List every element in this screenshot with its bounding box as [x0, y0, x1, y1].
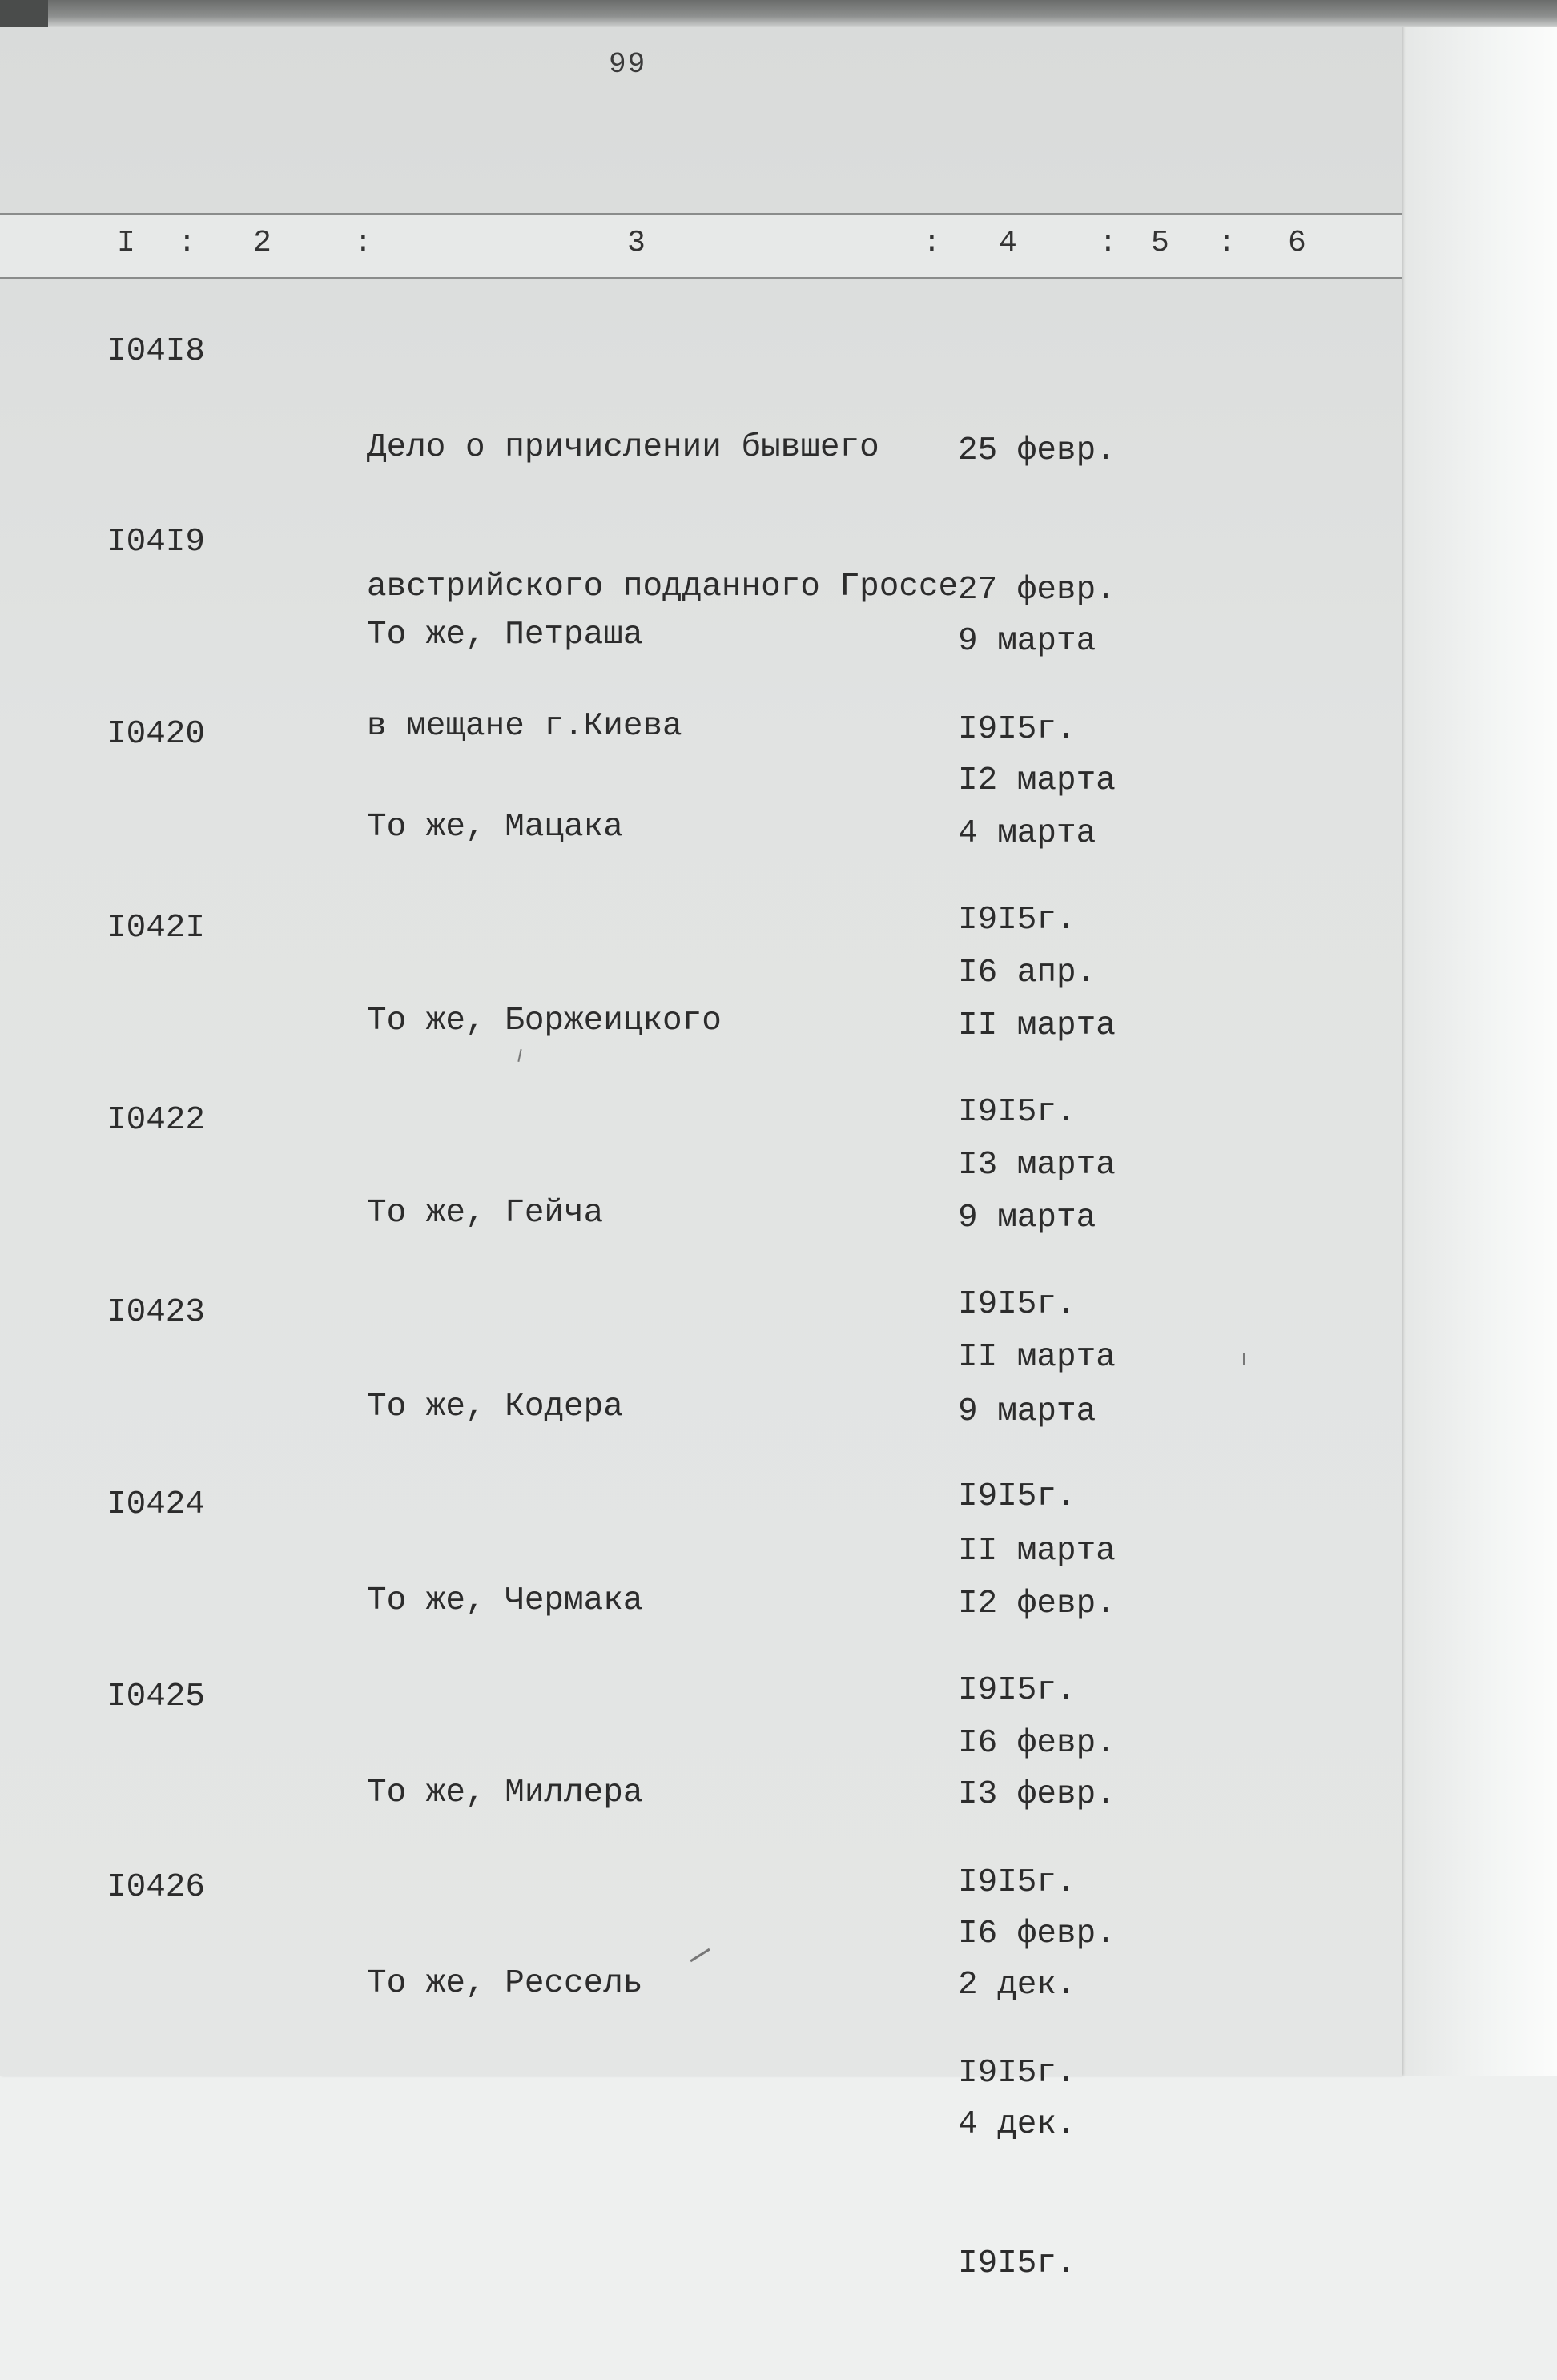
date-end: I6 апр. — [958, 955, 1096, 991]
header-sep-3: : — [923, 226, 941, 260]
description-line: То же, Чермака — [367, 1582, 643, 1619]
description-line: в мещане г.Киева — [367, 708, 682, 745]
header-sep-4: : — [1099, 226, 1117, 260]
date-end: 27 февр. — [958, 572, 1116, 609]
description-line: австрийского подданного Гроссе — [367, 569, 959, 605]
date-year: I9I5г. — [958, 2245, 1076, 2282]
previous-page-edge — [0, 0, 1557, 27]
pen-mark — [1243, 1353, 1245, 1365]
entry-number: I0426 — [107, 1869, 206, 1906]
date-year: I9I5г. — [958, 711, 1076, 748]
entry-number: I0425 — [107, 1678, 206, 1715]
table-header-band — [0, 215, 1402, 279]
date-end: I6 февр. — [958, 1725, 1116, 1762]
description-line: То же, Петраша — [367, 617, 643, 653]
header-sep-1: : — [178, 226, 196, 260]
description-line: Дело о причислении бывшего — [367, 429, 879, 466]
header-sep-2: : — [354, 226, 372, 260]
header-col-3: 3 — [627, 226, 646, 260]
entry-number: I04I8 — [107, 333, 206, 370]
date-year: I9I5г. — [958, 902, 1076, 939]
date-start: 9 марта — [958, 1200, 1096, 1236]
entry-number: I0422 — [107, 1102, 206, 1139]
entry-dates — [958, 1869, 1076, 2380]
description-line: То же, Гейча — [367, 1195, 604, 1232]
date-start: 25 февр. — [958, 432, 1116, 469]
date-year: I9I5г. — [958, 1286, 1076, 1323]
description-line: То же, Мацака — [367, 809, 623, 846]
header-col-5: 5 — [1151, 226, 1169, 260]
date-start: 4 марта — [958, 815, 1096, 852]
entry-number: I0424 — [107, 1486, 206, 1523]
date-end: I6 февр. — [958, 1916, 1116, 1952]
header-bottom-rule — [0, 277, 1402, 279]
entry-number: I0423 — [107, 1294, 206, 1331]
description-line: То же, Миллера — [367, 1775, 643, 1811]
header-col-4: 4 — [999, 226, 1017, 260]
date-start: I3 февр. — [958, 1776, 1116, 1813]
entry-description — [367, 1867, 642, 2100]
page-number: 99 — [609, 48, 647, 81]
entry-number: I0420 — [107, 716, 206, 753]
header-col-2: 2 — [253, 226, 272, 260]
date-year: I9I5г. — [958, 1864, 1076, 1901]
description-line: То же, Рессель — [367, 1965, 643, 2002]
date-end: II марта — [958, 1533, 1116, 1570]
date-start: 9 марта — [958, 623, 1096, 660]
page-fold-shadow — [0, 0, 48, 27]
description-line: То же, Боржеицкого — [367, 1003, 722, 1039]
date-start: 9 марта — [958, 1393, 1096, 1430]
page-backdrop — [1398, 0, 1557, 2076]
header-col-1: I — [117, 226, 135, 260]
date-end: II марта — [958, 1339, 1116, 1376]
date-end: I2 марта — [958, 762, 1116, 799]
date-year: I9I5г. — [958, 2055, 1076, 2092]
description-line: То же, Кодера — [367, 1389, 623, 1425]
date-year: I9I5г. — [958, 1478, 1076, 1515]
header-col-6: 6 — [1288, 226, 1306, 260]
date-start: 2 дек. — [958, 1967, 1076, 2004]
header-top-rule — [0, 213, 1402, 215]
entry-number: I04I9 — [107, 524, 206, 561]
date-start: II марта — [958, 1007, 1116, 1044]
date-end: I3 марта — [958, 1147, 1116, 1184]
date-end: 4 дек. — [958, 2106, 1076, 2143]
header-sep-5: : — [1217, 226, 1236, 260]
date-start: I2 февр. — [958, 1586, 1116, 1622]
date-year: I9I5г. — [958, 1672, 1076, 1709]
date-year: I9I5г. — [958, 1094, 1076, 1131]
entry-number: I042I — [107, 910, 206, 947]
